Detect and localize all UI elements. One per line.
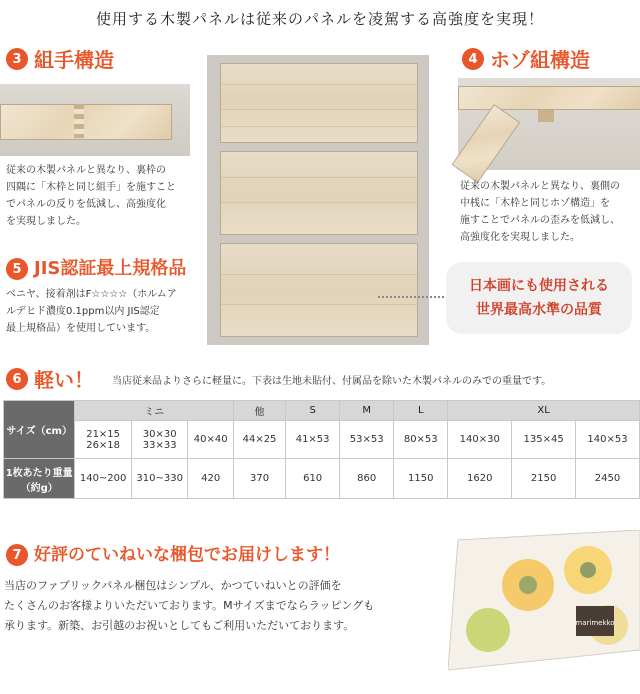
panel-back-photo [207,55,429,345]
weight-cell: 860 [340,459,394,499]
text-line: 中桟に「木枠と同じホゾ構造」を [460,198,610,209]
corner-joint-photo [0,84,190,156]
weight-cell: 610 [286,459,340,499]
section-4-number: 4 [462,48,484,70]
section-5-title: JIS認証最上規格品 [34,258,187,279]
weight-cell: 370 [233,459,285,499]
size-row-label: サイズ（cm） [4,401,75,459]
packaged-panel-photo [448,530,640,680]
text-line: ベニヤ、接着剤はF☆☆☆☆（ホルムア [6,289,177,300]
panel-section-middle [220,151,418,235]
weight-cell: 420 [188,459,233,499]
text-line: 四隅に「木枠と同じ組手」を施すこと [6,182,176,193]
text-line: 当店のファブリックパネル梱包はシンプル、かつていねいとの評価を [4,579,342,592]
section-5-text [6,286,206,337]
frame-rail [458,86,640,110]
text-line: たくさんのお客様よりいただいております。Mサイズまでならラッピングも [4,599,375,612]
weight-cell: 310~330 [131,459,188,499]
text-line: でパネルの反りを低減し、高強度化 [6,199,166,210]
text-line: 承ります。新築、お引越のお祝いとしてもご利用いただいております。 [4,619,355,632]
size-cell: 140×53 [576,421,640,459]
product-tag-text: marimekko [575,619,615,627]
mortise-joint-photo [458,78,640,170]
section-7-title: 好評のていねいな梱包でお届けします！ [34,545,340,565]
weight-cell: 1150 [394,459,448,499]
size-cell: 21×15 26×18 [75,421,132,459]
tenon [538,110,554,122]
section-3-title: 組手構造 [34,48,114,72]
text-line: 最上規格品）を使用しています。 [6,323,156,334]
text-line: ルデヒド濃度0.1ppm以内 JIS認定 [6,306,160,317]
group-s: S [286,401,340,421]
section-7-text [4,576,444,636]
group-l: L [394,401,448,421]
size-cell: 80×53 [394,421,448,459]
frame-board [0,104,172,140]
size-cell: 53×53 [340,421,394,459]
weight-table [3,400,640,499]
section-6-number: 6 [6,368,28,390]
weight-cell: 2450 [576,459,640,499]
weight-cell: 2150 [512,459,576,499]
callout-leader-line [378,296,444,300]
text-line: 施すことでパネルの歪みを低減し、 [460,215,620,226]
text-line: を実現しました。 [6,216,86,227]
panel-section-bottom [220,243,418,337]
page-headline: 使用する木製パネルは従来のパネルを凌駕する高強度を実現！ [95,10,544,28]
size-cell: 30×30 33×33 [131,421,188,459]
text-line: 従来の木製パネルと異なり、裏側の [460,181,620,192]
callout-line-1: 日本画にも使用される [469,278,609,294]
section-4-title: ホゾ組構造 [490,48,590,72]
section-7-number: 7 [6,544,28,566]
callout-line-2: 世界最高水準の品質 [476,302,602,318]
section-5-number: 5 [6,258,28,280]
size-cell: 135×45 [512,421,576,459]
finger-joint [74,104,84,138]
weight-cell: 140~200 [75,459,132,499]
weight-cell: 1620 [448,459,512,499]
group-mini: ミニ [75,401,234,421]
section-6-note: 当店従来品よりさらに軽量に。下表は生地未貼付、付属品を除いた木製パネルのみでの重量です。 [112,376,552,387]
text-line: 従来の木製パネルと異なり、裏枠の [6,165,166,176]
size-cell: 41×53 [286,421,340,459]
text-line: 高強度化を実現しました。 [460,232,580,243]
section-6-title: 軽い！ [34,368,94,392]
size-cell: 40×40 [188,421,233,459]
weight-row-label: 1枚あたり重量（約g） [4,459,75,499]
group-m: M [340,401,394,421]
section-3-number: 3 [6,48,28,70]
group-xl: XL [448,401,640,421]
section-4-text [460,178,640,246]
size-cell: 44×25 [233,421,285,459]
section-3-text [6,162,186,230]
cross-brace [452,104,521,183]
quality-callout [446,262,632,334]
size-cell: 140×30 [448,421,512,459]
panel-section-top [220,63,418,143]
group-other: 他 [233,401,285,421]
